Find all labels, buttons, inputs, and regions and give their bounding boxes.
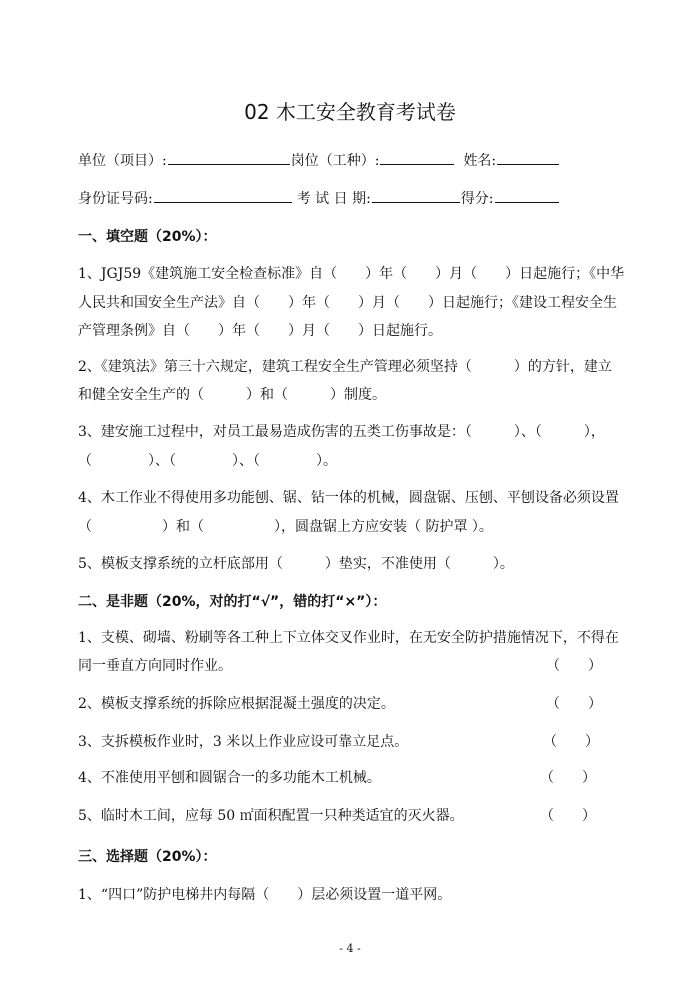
tf2-line: 2、模板支撑系统的拆除应根据混凝土强度的决定。: [78, 696, 395, 712]
score-label: 得分:: [460, 191, 494, 207]
q2-line-2: 和健全安全生产的（ ）和（ ）制度。: [78, 387, 386, 403]
id-field[interactable]: [154, 188, 292, 203]
post-label: 岗位（工种）:: [290, 153, 380, 169]
q5-line: 5、模板支撑系统的立杆底部用（ ）垫实，不准使用（ ）。: [78, 556, 514, 572]
q1-line-1: 1、JGJ59《建筑施工安全检查标准》自（ ）年（ ）月（ ）日起施行；《中华: [78, 266, 625, 282]
q3-line-1: 3、建安施工过程中，对员工最易造成伤害的五类工伤事故是：（ ）、（ ），: [78, 424, 605, 440]
unit-field[interactable]: [168, 150, 290, 165]
tf3-answer[interactable]: （ ）: [543, 734, 599, 750]
tf4-answer[interactable]: （ ）: [540, 770, 596, 786]
mc1-line: 1、“四口”防护电梯井内每隔（ ）层必须设置一道平网。: [78, 887, 452, 903]
id-label: 身份证号码:: [78, 191, 153, 207]
tf3-line: 3、支拆模板作业时，3 米以上作业应设可靠立足点。: [78, 734, 409, 750]
tf1-answer[interactable]: （ ）: [546, 658, 602, 674]
section-2-title: 二、是非题（20%，对的打“√”，错的打“×”）：: [78, 594, 387, 610]
tf2-answer[interactable]: （ ）: [546, 696, 602, 712]
header-row-2: [78, 188, 560, 208]
q4-line-2: （ ）和（ ），圆盘锯上方应安装（ 防护罩 ）。: [78, 519, 493, 535]
tf5-answer[interactable]: （ ）: [540, 808, 596, 824]
q4-line-1: 4、木工作业不得使用多功能刨、锯、钻一体的机械，圆盘锯、压刨、平刨设备必须设置: [78, 490, 619, 506]
name-field[interactable]: [497, 150, 559, 165]
tf1-line-1: 1、支模、砌墙、粉刷等各工种上下立体交叉作业时，在无安全防护措施情况下，不得在: [78, 630, 619, 646]
section-3-title: 三、选择题（20%）：: [78, 849, 217, 865]
date-label: 考 试 日 期:: [296, 191, 371, 207]
section-1-title: 一、填空题（20%）：: [78, 229, 217, 245]
tf1-line-2: 同一垂直方向同时作业。: [78, 658, 232, 674]
date-field[interactable]: [372, 188, 460, 203]
page-title: 02 木工安全教育考试卷: [244, 100, 456, 124]
tf5-line: 5、临时木工间，应每 50 ㎡面积配置一只种类适宜的灭火器。: [78, 808, 464, 824]
post-field[interactable]: [380, 150, 454, 165]
tf4-line: 4、不准使用平刨和圆锯合一的多功能木工机械。: [78, 770, 381, 786]
q1-line-3: 产管理条例》自（ ）年（ ）月（ ）日起施行。: [78, 323, 442, 339]
page-number: - 4 -: [339, 942, 361, 955]
name-label: 姓名:: [463, 153, 497, 169]
unit-label: 单位（项目）:: [78, 153, 167, 169]
q3-line-2: （ ）、（ ）、（ ）。: [78, 453, 337, 469]
q2-line-1: 2、《建筑法》第三十六规定，建筑工程安全生产管理必须坚持（ ）的方针，建立: [78, 359, 612, 375]
q1-line-2: 人民共和国安全生产法》自（ ）年（ ）月（ ）日起施行；《建设工程安全生: [78, 295, 617, 311]
score-field[interactable]: [495, 188, 559, 203]
header-row-1: [78, 150, 560, 170]
